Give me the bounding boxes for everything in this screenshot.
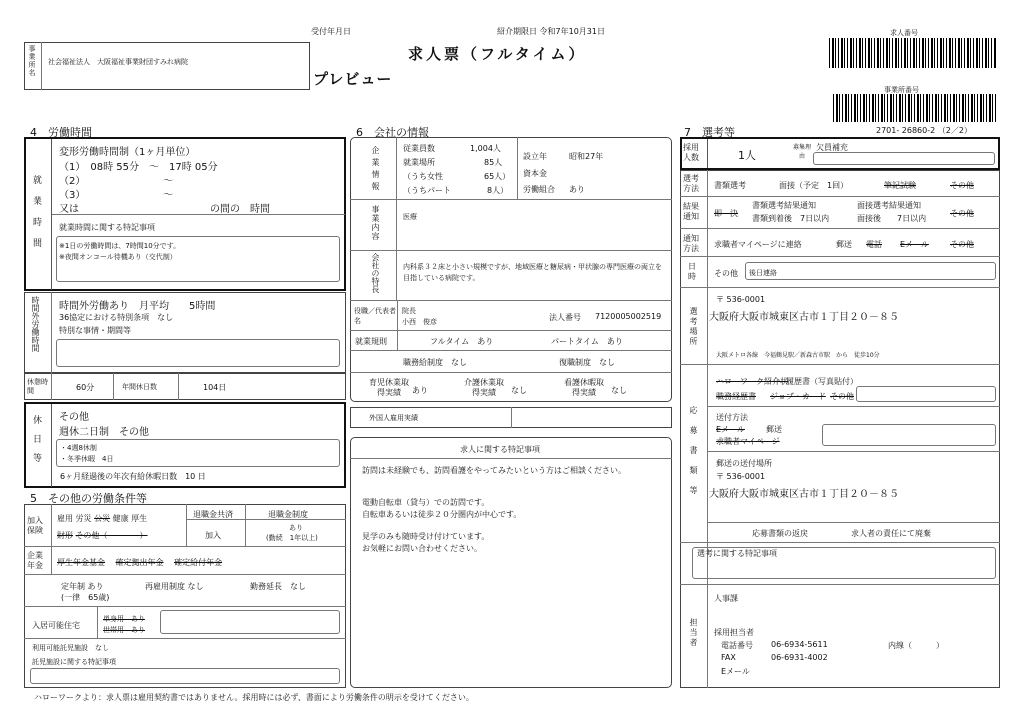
housing-family: 世帯用 あり — [103, 626, 145, 634]
matawa-label: 又は — [59, 204, 79, 215]
method-other: その他 — [950, 181, 974, 190]
union-value: あり — [569, 185, 585, 194]
docs-referral: ハローワーク紹介状 — [716, 377, 788, 386]
pension-label: 企業年金 — [27, 551, 43, 570]
break-label: 休憩時間 — [27, 378, 48, 395]
date-other: その他 — [714, 269, 738, 278]
rules-full: フルタイム あり — [430, 337, 494, 346]
department: 人事課 — [714, 594, 738, 603]
annual-holiday-label: 年間休日数 — [122, 383, 157, 391]
women-value: 65人） — [484, 172, 511, 181]
annual-holiday-value: 104日 — [203, 383, 227, 392]
shift-2-tilde: ～ — [163, 176, 173, 187]
insurance-employment: 雇用 — [57, 514, 73, 523]
result-label: 結果通知 — [683, 202, 699, 221]
housing-label: 入居可能住宅 — [32, 621, 80, 630]
select-special-title: 選考に関する特記事項 — [697, 549, 777, 558]
result-immediate: 即 決 — [714, 209, 738, 218]
office-number-barcode — [833, 94, 997, 122]
insurance-pension: 厚生 — [131, 514, 148, 523]
notify-mail: 郵送 — [836, 240, 852, 249]
job-special-4: 見学のみも随時受け付けています。 — [362, 532, 490, 541]
corp-number-label: 法人番号 — [549, 313, 581, 322]
send-mypage: 求職者マイページ — [716, 437, 780, 446]
return-docs-value: 求人者の責任にて廃棄 — [851, 529, 931, 538]
return-docs-label: 応募書類の返戻 — [752, 529, 808, 538]
holiday-other: その他 — [59, 412, 89, 423]
docs-resume: 履歴書（写真貼付） — [786, 377, 858, 386]
extension-label: 内線（ ） — [888, 641, 944, 650]
insurance-health: 健康 — [112, 514, 129, 523]
pension-fund: 厚生年金基金 — [57, 558, 105, 567]
circumstances-bracket — [56, 339, 340, 367]
result-other: その他 — [950, 209, 974, 218]
mutual-aid-value: 加入 — [205, 531, 221, 540]
job-special-2: 電動自転車（貸与）での訪問です。 — [362, 498, 490, 507]
break-box — [24, 373, 346, 400]
part-label: （うちパート — [403, 186, 451, 195]
result-docs-days: 書類到着後 7日以内 — [752, 214, 830, 223]
retirement-note: (勤続 1年以上) — [266, 534, 318, 542]
founded-label: 設立年 — [523, 152, 547, 161]
shift-3-tilde: ～ — [163, 190, 173, 201]
place-address: 大阪府大阪市城東区古市１丁目２０－８５ — [709, 312, 899, 323]
hire-label: 採用人数 — [683, 143, 699, 162]
mail-place-label: 郵送の送付場所 — [716, 459, 772, 468]
insurance-label: 加入保険 — [27, 516, 43, 535]
job-special-1: 訪問は未経験でも、訪問看護をやってみたいという方はご相談ください。 — [362, 466, 626, 475]
rules-label: 就業規則 — [355, 337, 387, 346]
job-number-label: 求人番号 — [890, 29, 918, 37]
preview-label: プレビュー — [313, 70, 393, 88]
break-value: 60分 — [76, 383, 95, 392]
result-interview-title: 面接選考結果通知 — [857, 201, 921, 210]
company-label: 企業情報 — [371, 146, 380, 194]
pension-dc: 確定拠出年金 — [115, 558, 164, 567]
sec5-title: 5 その他の労働条件等 — [30, 492, 147, 505]
method-written: 筆記試験 — [884, 181, 916, 190]
rules-part: パートタイム あり — [551, 337, 623, 346]
referral-deadline: 紹介期限日 令和7年10月31日 — [497, 27, 605, 36]
shift-3: （3） — [59, 190, 86, 201]
docs-jobcard: ジョブ・カード — [770, 392, 826, 401]
rehire-system: 再雇用制度 なし — [145, 582, 204, 591]
page-code: 2701- 26860-2 （2／2） — [876, 126, 972, 135]
date-label: 日時 — [688, 262, 696, 281]
mail-address: 大阪府大阪市城東区古市１丁目２０－８５ — [709, 489, 899, 500]
job-special-3: 自転車あるいは徒歩２０分圏内が中心です。 — [362, 510, 522, 519]
insurance-other: その他（ ） — [75, 531, 148, 540]
business-label: 事業内容 — [371, 205, 380, 241]
email-label: Eメール — [721, 667, 750, 676]
childcare-special: 託児施設に関する特記事項 — [32, 658, 116, 666]
paid-leave: 6ヶ月経過後の年次有給休暇日数 10 日 — [60, 472, 206, 481]
part-value: 8人） — [487, 186, 509, 195]
notify-phone: 電話 — [866, 240, 882, 249]
capital-label: 資本金 — [523, 169, 547, 178]
method-docs: 書類選考 — [714, 181, 746, 190]
insurance-row-1 — [57, 513, 147, 524]
reason-bracket — [813, 152, 995, 165]
job-special-title: 求人に関する特記事項 — [460, 445, 540, 454]
rep-title: 院長 — [402, 307, 416, 315]
page-title: 求人票（フルタイム） — [408, 45, 587, 63]
holiday-label: 休日等 — [31, 415, 41, 472]
mail-zip: 〒 536-0001 — [716, 472, 766, 481]
pension-db: 確定給付年金 — [174, 558, 223, 567]
contact-label: 担当者 — [689, 618, 698, 648]
sec7-title: 7 選考等 — [684, 126, 735, 139]
employees-value: 1,004人 — [470, 144, 501, 153]
notify-email: Eメール — [900, 240, 929, 249]
place-zip: 〒 536-0001 — [716, 295, 766, 304]
sec4-title: 4 労働時間 — [30, 126, 92, 139]
work-extension: 勤務延長 なし — [250, 582, 306, 591]
job-pay-system: 職務給制度 なし — [403, 358, 467, 367]
pension-row — [57, 557, 222, 568]
overtime-label: 時間外労働時間 — [31, 296, 40, 352]
childcare-leave-label: 育児休業取得実績 — [369, 378, 409, 397]
footer-note: ハローワークより：求人票は雇用契約書ではありません。採用時には必ず、書面により労働条件の明示を受けてください。 — [34, 693, 474, 702]
weekly-holiday: 週休二日制 その他 — [59, 427, 149, 438]
hours-special-1: ※1日の労働時間は、7時間10分です。 — [59, 242, 181, 250]
workplace-label: 就業場所 — [403, 158, 435, 167]
method-label: 選考方法 — [683, 174, 699, 193]
tel-value: 06-6934-5611 — [771, 640, 828, 649]
corp-number: 7120005002519 — [595, 312, 662, 321]
send-mail: 郵送 — [766, 425, 782, 434]
retire-age: 定年制 あり — [61, 582, 104, 591]
foreign-label: 外国人雇用実績 — [369, 414, 418, 422]
send-label: 送付方法 — [716, 413, 748, 422]
office-label: 事業所名 — [28, 45, 36, 77]
reason-value: 欠員補充 — [816, 143, 848, 152]
retire-age-value: (一律 65歳) — [61, 593, 110, 602]
job-number-barcode — [829, 38, 997, 68]
feature-value: 内科系３２床と小さい規模ですが、地域医療と糖尿病・甲状腺の専門医療の両立を目指している病院です。 — [403, 263, 662, 282]
retirement-value: あり — [289, 524, 303, 532]
housing-single: 単身用 あり — [103, 615, 145, 623]
between-hours: の間の 時間 — [210, 204, 270, 215]
docs-label: 応募書類等 — [689, 406, 698, 506]
notify-mypage: 求職者マイページに連絡 — [714, 240, 802, 249]
sec6-title: 6 会社の情報 — [356, 126, 429, 139]
agreement-36: 36協定における特別条項 なし — [59, 313, 174, 322]
office-name: 社会福祉法人 大阪福祉事業財団すみれ病院 — [48, 58, 188, 66]
docs-other: その他 — [830, 392, 854, 401]
workplace-value: 85人 — [484, 158, 503, 167]
reason-label: 募集理由 — [792, 144, 811, 160]
date-value: 後日連絡 — [749, 269, 777, 277]
business-value: 医療 — [403, 213, 417, 221]
shugyo-label: 就業時間 — [31, 175, 41, 259]
docs-bracket — [856, 386, 996, 402]
hire-count: 1人 — [738, 149, 756, 162]
date-bracket — [745, 262, 996, 280]
send-email: Eメール — [716, 425, 745, 434]
reception-date-label: 受付年月日 — [311, 27, 351, 36]
docs-cv: 職務経歴書 — [716, 392, 756, 401]
founded-value: 昭和27年 — [569, 152, 604, 161]
work-system: 変形労働時間制（1ヶ月単位） — [59, 147, 196, 158]
select-special-bracket — [692, 547, 996, 579]
fax-value: 06-6931-4002 — [771, 653, 828, 662]
send-bracket — [822, 424, 996, 446]
childcare-facility: 利用可能託児施設 なし — [32, 644, 109, 652]
return-system: 復職制度 なし — [559, 358, 615, 367]
result-docs-title: 書類選考結果通知 — [752, 201, 816, 210]
hours-special-title: 就業時間に関する特記事項 — [59, 223, 155, 232]
insurance-savings: 財形 — [57, 531, 73, 540]
notify-other: その他 — [950, 240, 974, 249]
care-leave-label: 看護休暇取得実績 — [564, 378, 604, 397]
insurance-row-2 — [57, 530, 148, 541]
insurance-public: 公災 — [94, 514, 111, 523]
person-label: 採用担当者 — [714, 628, 754, 637]
tel-label: 電話番号 — [721, 641, 753, 650]
method-interview: 面接（予定 1回） — [779, 181, 849, 190]
place-access: 大阪メトロ各線 今福鶴見駅／新森古市駅 から 徒歩10分 — [716, 352, 880, 359]
circumstances-label: 特別な事情・期間等 — [59, 326, 131, 335]
retirement-label: 退職金制度 — [268, 510, 308, 519]
notify-label: 通知方法 — [683, 234, 699, 253]
childcare-leave-value: あり — [412, 386, 428, 395]
shift-2: （2） — [59, 176, 86, 187]
hours-special-2: ※夜間オンコール待機あり（交代制） — [59, 253, 177, 261]
housing-bracket — [160, 610, 340, 634]
job-special-5: お気軽にお問い合わせください。 — [362, 544, 482, 553]
result-interview-days: 面接後 7日以内 — [857, 214, 927, 223]
fax-label: FAX — [721, 653, 736, 662]
rep-name: 小西 俊彦 — [402, 318, 437, 326]
nursing-leave-value: なし — [511, 386, 527, 395]
nursing-leave-label: 介護休業取得実績 — [464, 378, 504, 397]
union-label: 労働組合 — [523, 185, 555, 194]
women-label: （うち女性 — [403, 172, 443, 181]
feature-label: 会社の特長 — [371, 253, 380, 293]
holiday-note-1: ・4週8休制 — [60, 444, 97, 452]
holiday-note-2: ・冬季休暇 4日 — [60, 455, 114, 463]
shift-1: （1） 08時 55分 ～ 17時 05分 — [59, 162, 218, 173]
overtime-value: 時間外労働あり 月平均 5時間 — [59, 301, 216, 312]
insurance-workers: 労災 — [75, 514, 92, 523]
place-label: 選考場所 — [689, 307, 698, 347]
childcare-bracket — [30, 668, 340, 684]
office-number-label: 事業所番号 — [884, 86, 919, 94]
care-leave-value: なし — [611, 386, 627, 395]
mutual-aid-label: 退職金共済 — [193, 510, 233, 519]
rep-label: 役職／代表者名 — [354, 307, 396, 325]
employees-label: 従業員数 — [403, 144, 435, 153]
